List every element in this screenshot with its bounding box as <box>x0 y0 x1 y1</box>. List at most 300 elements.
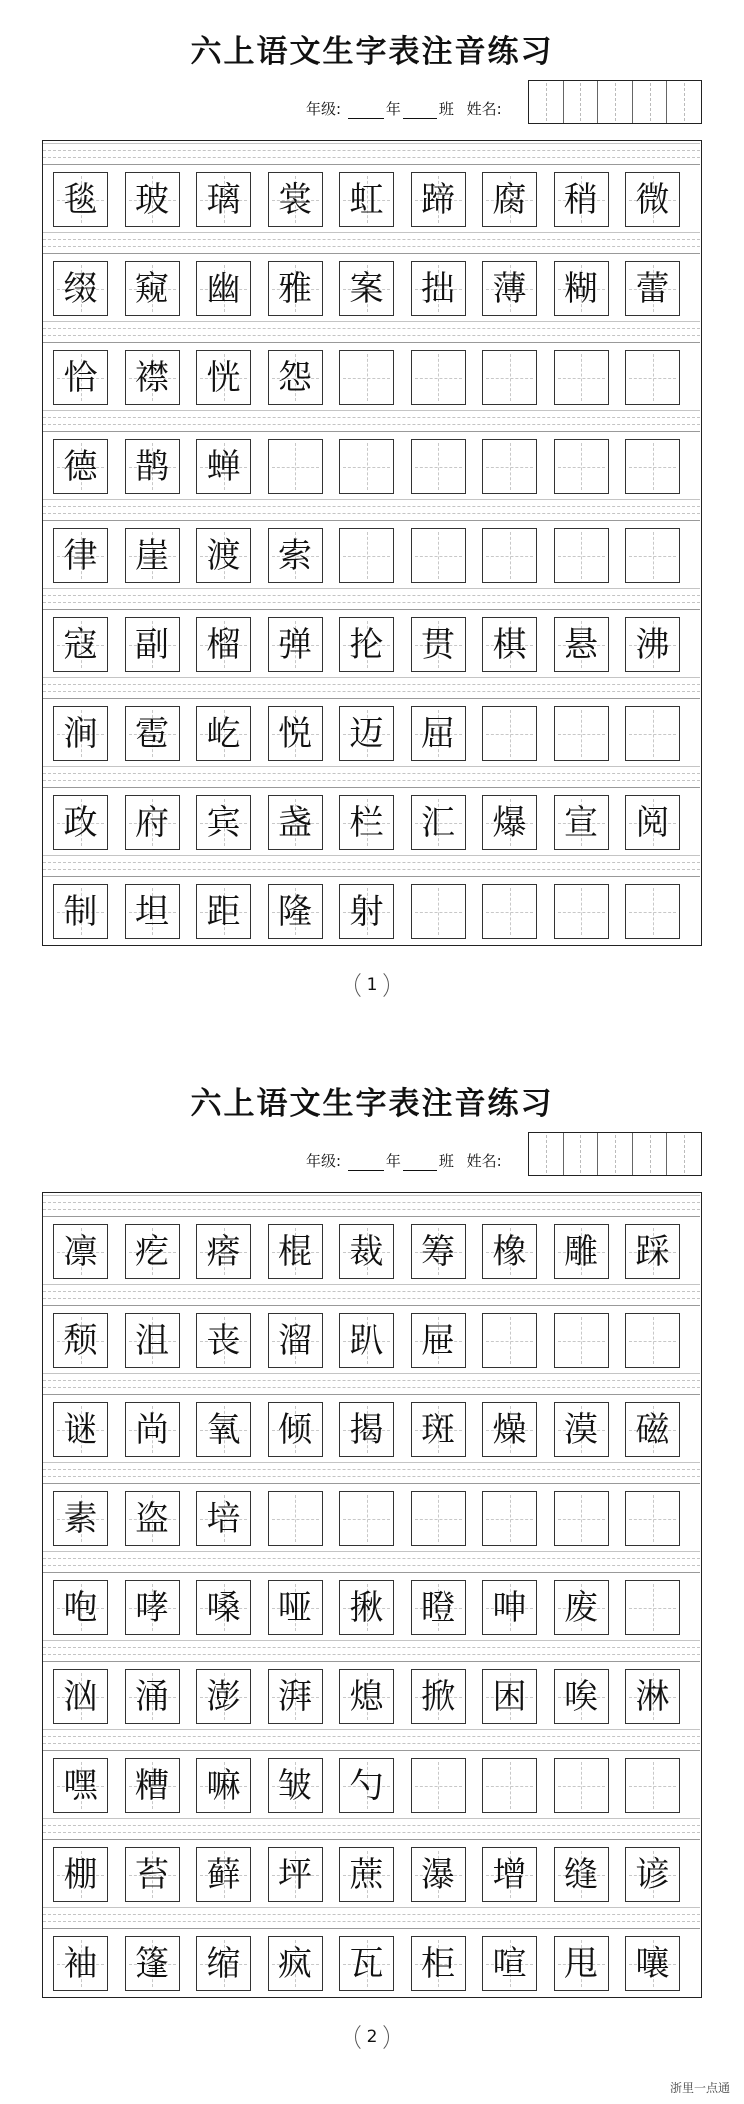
character-box[interactable] <box>125 261 180 316</box>
grade-label: 年级: <box>306 1152 342 1170</box>
pinyin-rule-line <box>43 602 700 603</box>
character: 淋 <box>635 1676 670 1717</box>
pinyin-rule-line <box>43 1394 700 1395</box>
character: 缝 <box>564 1854 598 1895</box>
character: 素 <box>63 1498 98 1539</box>
character: 宣 <box>564 802 598 843</box>
character-box[interactable] <box>554 617 609 672</box>
character-box[interactable] <box>125 1758 180 1813</box>
character: 嘛 <box>206 1765 241 1806</box>
character-box[interactable] <box>53 1669 108 1724</box>
character-box[interactable] <box>125 1936 180 1991</box>
character: 雹 <box>135 713 169 754</box>
character-box[interactable] <box>53 1402 108 1457</box>
character-box[interactable] <box>411 1491 466 1546</box>
character-box[interactable] <box>53 884 108 939</box>
character: 裁 <box>349 1231 384 1272</box>
character-box[interactable] <box>125 1313 180 1368</box>
character-box[interactable] <box>196 1491 251 1546</box>
character-box[interactable] <box>196 439 251 494</box>
character: 屹 <box>206 713 241 754</box>
character-box[interactable] <box>482 884 537 939</box>
character-box[interactable] <box>411 1580 466 1635</box>
character-box[interactable] <box>268 350 323 405</box>
character: 甩 <box>564 1943 598 1984</box>
character-box[interactable] <box>411 528 466 583</box>
character-box[interactable] <box>53 1758 108 1813</box>
character-box[interactable] <box>196 1313 251 1368</box>
character: 璃 <box>206 179 241 220</box>
character-box[interactable] <box>339 528 394 583</box>
character: 汇 <box>421 802 455 843</box>
pinyin-rule-line <box>43 1928 700 1929</box>
student-info-line <box>306 98 502 119</box>
character-box[interactable] <box>411 706 466 761</box>
pinyin-rule-line <box>43 1551 700 1552</box>
pinyin-rule-line <box>43 1469 700 1470</box>
character-box[interactable] <box>625 439 680 494</box>
character-box[interactable] <box>625 350 680 405</box>
grade-label: 年级: <box>306 100 342 118</box>
name-cell[interactable] <box>529 1133 564 1175</box>
character: 瞪 <box>421 1587 455 1628</box>
character: 毯 <box>63 179 98 220</box>
character-box[interactable] <box>625 617 680 672</box>
character-box[interactable] <box>339 1313 394 1368</box>
character-box[interactable] <box>196 1847 251 1902</box>
character-box[interactable] <box>411 1402 466 1457</box>
character-box[interactable] <box>125 1402 180 1457</box>
pinyin-rule-line <box>43 1743 700 1744</box>
character-box[interactable] <box>196 261 251 316</box>
character: 宾 <box>206 802 241 843</box>
character-box[interactable] <box>339 439 394 494</box>
pinyin-rule-line <box>43 684 700 685</box>
pinyin-rule-line <box>43 1291 700 1292</box>
name-cell[interactable] <box>633 1133 668 1175</box>
character-box[interactable] <box>625 1758 680 1813</box>
character-box[interactable] <box>125 1847 180 1902</box>
character: 爆 <box>492 802 527 843</box>
character: 腐 <box>492 179 527 220</box>
character-box[interactable] <box>482 1224 537 1279</box>
character: 糟 <box>135 1765 169 1806</box>
character-box[interactable] <box>268 1669 323 1724</box>
character: 屉 <box>421 1320 455 1361</box>
character-box[interactable] <box>196 528 251 583</box>
character-box[interactable] <box>625 1580 680 1635</box>
character-box[interactable] <box>625 706 680 761</box>
pinyin-rule-line <box>43 143 700 144</box>
character-box[interactable] <box>125 1491 180 1546</box>
character-box[interactable] <box>482 1313 537 1368</box>
character-box[interactable] <box>482 1580 537 1635</box>
character-box[interactable] <box>268 1224 323 1279</box>
character: 倾 <box>278 1409 312 1450</box>
character-box[interactable] <box>196 795 251 850</box>
character-row <box>43 141 700 231</box>
page-number-value: 2 <box>355 2020 389 2054</box>
character-box[interactable] <box>53 350 108 405</box>
character-box[interactable] <box>125 172 180 227</box>
character-box[interactable] <box>268 261 323 316</box>
pinyin-rule-line <box>43 1462 700 1463</box>
character-box[interactable] <box>196 706 251 761</box>
character-box[interactable] <box>53 617 108 672</box>
character-box[interactable] <box>268 884 323 939</box>
character-box[interactable] <box>125 439 180 494</box>
character-box[interactable] <box>554 1224 609 1279</box>
character-box[interactable] <box>554 350 609 405</box>
character-row <box>43 497 700 587</box>
character-box[interactable] <box>554 1402 609 1457</box>
character-box[interactable] <box>196 884 251 939</box>
pinyin-rule-line <box>43 335 700 336</box>
character-box[interactable] <box>268 617 323 672</box>
character-box[interactable] <box>625 795 680 850</box>
character: 怨 <box>278 357 312 398</box>
character-box[interactable] <box>554 261 609 316</box>
character-box[interactable] <box>482 1669 537 1724</box>
character: 襟 <box>135 357 169 398</box>
character-box[interactable] <box>53 795 108 850</box>
character: 掀 <box>421 1676 455 1717</box>
character-box[interactable] <box>125 617 180 672</box>
character-box[interactable] <box>125 1669 180 1724</box>
character: 崖 <box>135 535 169 576</box>
character: 裳 <box>278 179 312 220</box>
character-row <box>43 1193 700 1283</box>
character: 榴 <box>206 624 241 665</box>
character-row <box>43 1549 700 1639</box>
character: 柜 <box>421 1943 455 1984</box>
character-box[interactable] <box>53 1224 108 1279</box>
character-box[interactable] <box>482 1847 537 1902</box>
pinyin-rule-line <box>43 520 700 521</box>
character-box[interactable] <box>339 1491 394 1546</box>
character-box[interactable] <box>625 1669 680 1724</box>
character: 勺 <box>349 1765 384 1806</box>
name-writing-box[interactable] <box>528 80 702 124</box>
character-box[interactable] <box>625 1402 680 1457</box>
character-box[interactable] <box>196 1224 251 1279</box>
character-box[interactable] <box>482 617 537 672</box>
character: 瓦 <box>349 1943 384 1984</box>
character-row <box>43 764 700 854</box>
character-box[interactable] <box>554 1313 609 1368</box>
character-box[interactable] <box>339 261 394 316</box>
character-box[interactable] <box>625 261 680 316</box>
character-box[interactable] <box>339 1580 394 1635</box>
character-box[interactable] <box>554 172 609 227</box>
character-box[interactable] <box>411 1936 466 1991</box>
character: 漠 <box>564 1409 598 1450</box>
character-box[interactable] <box>125 795 180 850</box>
character-box[interactable] <box>268 1491 323 1546</box>
character: 蔗 <box>349 1854 384 1895</box>
character-row <box>43 586 700 676</box>
character-box[interactable] <box>268 1847 323 1902</box>
character: 哮 <box>135 1587 169 1628</box>
character-box[interactable] <box>196 1936 251 1991</box>
character-box[interactable] <box>268 172 323 227</box>
name-cell[interactable] <box>667 81 701 123</box>
character-box[interactable] <box>554 1491 609 1546</box>
pinyin-rule-line <box>43 164 700 165</box>
character: 嗓 <box>206 1587 241 1628</box>
character-box[interactable] <box>554 1847 609 1902</box>
character-box[interactable] <box>196 1669 251 1724</box>
character-box[interactable] <box>625 528 680 583</box>
name-cell[interactable] <box>598 1133 633 1175</box>
character-box[interactable] <box>53 528 108 583</box>
character-box[interactable] <box>625 1491 680 1546</box>
character-box[interactable] <box>268 439 323 494</box>
character: 呻 <box>492 1587 527 1628</box>
character-box[interactable] <box>554 1936 609 1991</box>
character-box[interactable] <box>53 706 108 761</box>
character: 副 <box>135 624 169 665</box>
character-row <box>43 1460 700 1550</box>
character-box[interactable] <box>268 1313 323 1368</box>
class-blank[interactable] <box>403 1156 437 1171</box>
character-box[interactable] <box>196 350 251 405</box>
character-box[interactable] <box>482 261 537 316</box>
character: 糊 <box>564 268 598 309</box>
character-box[interactable] <box>482 1758 537 1813</box>
page-number-value: 1 <box>355 968 389 1002</box>
name-cell[interactable] <box>564 1133 599 1175</box>
pinyin-rule-line <box>43 1921 700 1922</box>
character-box[interactable] <box>411 1313 466 1368</box>
character-box[interactable] <box>411 1758 466 1813</box>
pinyin-rule-line <box>43 1305 700 1306</box>
character-row <box>43 1727 700 1817</box>
character-box[interactable] <box>482 528 537 583</box>
pinyin-rule-line <box>43 1640 700 1641</box>
character-box[interactable] <box>339 706 394 761</box>
character-box[interactable] <box>339 1936 394 1991</box>
character-box[interactable] <box>125 528 180 583</box>
character-box[interactable] <box>196 1580 251 1635</box>
character: 恍 <box>206 357 241 398</box>
character-box[interactable] <box>196 172 251 227</box>
pinyin-rule-line <box>43 1839 700 1840</box>
pinyin-rule-line <box>43 1907 700 1908</box>
character-box[interactable] <box>482 706 537 761</box>
character: 悦 <box>278 713 312 754</box>
character: 蹄 <box>421 179 455 220</box>
character-box[interactable] <box>554 1580 609 1635</box>
character-box[interactable] <box>268 1402 323 1457</box>
character-box[interactable] <box>268 1758 323 1813</box>
name-cell[interactable] <box>564 81 599 123</box>
character-box[interactable] <box>625 884 680 939</box>
student-info-line <box>306 1150 502 1171</box>
character: 微 <box>635 179 670 220</box>
character-box[interactable] <box>411 617 466 672</box>
pinyin-rule-line <box>43 410 700 411</box>
character-box[interactable] <box>125 1224 180 1279</box>
character-box[interactable] <box>554 528 609 583</box>
character: 尚 <box>135 1409 169 1450</box>
pinyin-rule-line <box>43 1483 700 1484</box>
character-box[interactable] <box>53 1847 108 1902</box>
pinyin-rule-line <box>43 232 700 233</box>
pinyin-rule-line <box>43 787 700 788</box>
name-label: 姓名: <box>466 100 502 118</box>
character-box[interactable] <box>411 795 466 850</box>
character-box[interactable] <box>482 172 537 227</box>
character: 鹊 <box>135 446 169 487</box>
grade-year-blank[interactable] <box>348 104 384 119</box>
character-box[interactable] <box>53 439 108 494</box>
character-box[interactable] <box>53 261 108 316</box>
character-row <box>43 1371 700 1461</box>
character-box[interactable] <box>554 795 609 850</box>
character: 距 <box>206 891 241 932</box>
name-cell[interactable] <box>633 81 668 123</box>
name-cell[interactable] <box>667 1133 701 1175</box>
character-box[interactable] <box>339 1669 394 1724</box>
character-box[interactable] <box>268 528 323 583</box>
pinyin-rule-line <box>43 609 700 610</box>
character-box[interactable] <box>53 172 108 227</box>
character-box[interactable] <box>125 884 180 939</box>
character-box[interactable] <box>482 1402 537 1457</box>
character-box[interactable] <box>196 1402 251 1457</box>
character-box[interactable] <box>625 1936 680 1991</box>
character: 蝉 <box>206 446 241 487</box>
pinyin-rule-line <box>43 1209 700 1210</box>
character: 燥 <box>492 1409 527 1450</box>
pinyin-rule-line <box>43 1202 700 1203</box>
character-box[interactable] <box>339 1224 394 1279</box>
character-box[interactable] <box>554 1669 609 1724</box>
character-row <box>43 675 700 765</box>
pinyin-rule-line <box>43 499 700 500</box>
pinyin-rule-line <box>43 1914 700 1915</box>
character-box[interactable] <box>554 1758 609 1813</box>
character-box[interactable] <box>339 617 394 672</box>
page-number <box>0 968 744 1002</box>
name-cell[interactable] <box>529 81 564 123</box>
character-box[interactable] <box>339 795 394 850</box>
class-blank[interactable] <box>403 104 437 119</box>
character: 唉 <box>564 1676 598 1717</box>
character-box[interactable] <box>554 706 609 761</box>
character-row <box>43 853 700 943</box>
character-box[interactable] <box>268 706 323 761</box>
character: 渡 <box>206 535 241 576</box>
character-box[interactable] <box>53 1936 108 1991</box>
character-box[interactable] <box>339 350 394 405</box>
character-box[interactable] <box>411 261 466 316</box>
character: 德 <box>63 446 98 487</box>
character-box[interactable] <box>411 172 466 227</box>
character: 揭 <box>349 1409 384 1450</box>
character-box[interactable] <box>625 172 680 227</box>
character: 嚷 <box>635 1943 670 1984</box>
character-box[interactable] <box>53 1491 108 1546</box>
character-box[interactable] <box>268 795 323 850</box>
pinyin-rule-line <box>43 862 700 863</box>
character-box[interactable] <box>625 1224 680 1279</box>
character-box[interactable] <box>268 1936 323 1991</box>
character: 迈 <box>349 713 384 754</box>
character-box[interactable] <box>339 884 394 939</box>
character-box[interactable] <box>411 884 466 939</box>
grade-year-blank[interactable] <box>348 1156 384 1171</box>
character-box[interactable] <box>482 795 537 850</box>
character: 溜 <box>278 1320 312 1361</box>
character-box[interactable] <box>125 350 180 405</box>
character-row <box>43 1905 700 1995</box>
character-box[interactable] <box>339 172 394 227</box>
character-row <box>43 319 700 409</box>
character-box[interactable] <box>339 1758 394 1813</box>
pinyin-rule-line <box>43 1284 700 1285</box>
character-box[interactable] <box>411 1847 466 1902</box>
character: 隆 <box>278 891 312 932</box>
character-box[interactable] <box>554 439 609 494</box>
character-box[interactable] <box>125 706 180 761</box>
pinyin-rule-line <box>43 157 700 158</box>
character-box[interactable] <box>411 1224 466 1279</box>
character: 凛 <box>63 1231 98 1272</box>
character-box[interactable] <box>53 1580 108 1635</box>
character-box[interactable] <box>482 1936 537 1991</box>
character: 瀑 <box>421 1854 455 1895</box>
pinyin-rule-line <box>43 766 700 767</box>
character: 索 <box>278 535 312 576</box>
character-box[interactable] <box>482 1491 537 1546</box>
pinyin-rule-line <box>43 513 700 514</box>
character: 棋 <box>492 624 527 665</box>
name-cell[interactable] <box>598 81 633 123</box>
pinyin-rule-line <box>43 1647 700 1648</box>
name-writing-box[interactable] <box>528 1132 702 1176</box>
character-box[interactable] <box>482 350 537 405</box>
character: 哑 <box>278 1587 312 1628</box>
character-box[interactable] <box>53 1313 108 1368</box>
character-box[interactable] <box>125 1580 180 1635</box>
pinyin-rule-line <box>43 506 700 507</box>
pinyin-rule-line <box>43 1565 700 1566</box>
character-box[interactable] <box>482 439 537 494</box>
character-box[interactable] <box>268 1580 323 1635</box>
character-box[interactable] <box>339 1847 394 1902</box>
character: 疯 <box>278 1943 312 1984</box>
character: 澎 <box>206 1676 241 1717</box>
character-box[interactable] <box>411 439 466 494</box>
character: 篷 <box>135 1943 169 1984</box>
character: 颓 <box>63 1320 98 1361</box>
character-box[interactable] <box>411 1669 466 1724</box>
character: 氧 <box>206 1409 241 1450</box>
character-box[interactable] <box>554 884 609 939</box>
character-box[interactable] <box>196 1758 251 1813</box>
character: 沸 <box>635 624 670 665</box>
character-box[interactable] <box>196 617 251 672</box>
character-box[interactable] <box>625 1847 680 1902</box>
character-box[interactable] <box>625 1313 680 1368</box>
pinyin-rule-line <box>43 855 700 856</box>
character-box[interactable] <box>339 1402 394 1457</box>
character: 瘩 <box>206 1231 241 1272</box>
pinyin-rule-line <box>43 239 700 240</box>
character-box[interactable] <box>411 350 466 405</box>
